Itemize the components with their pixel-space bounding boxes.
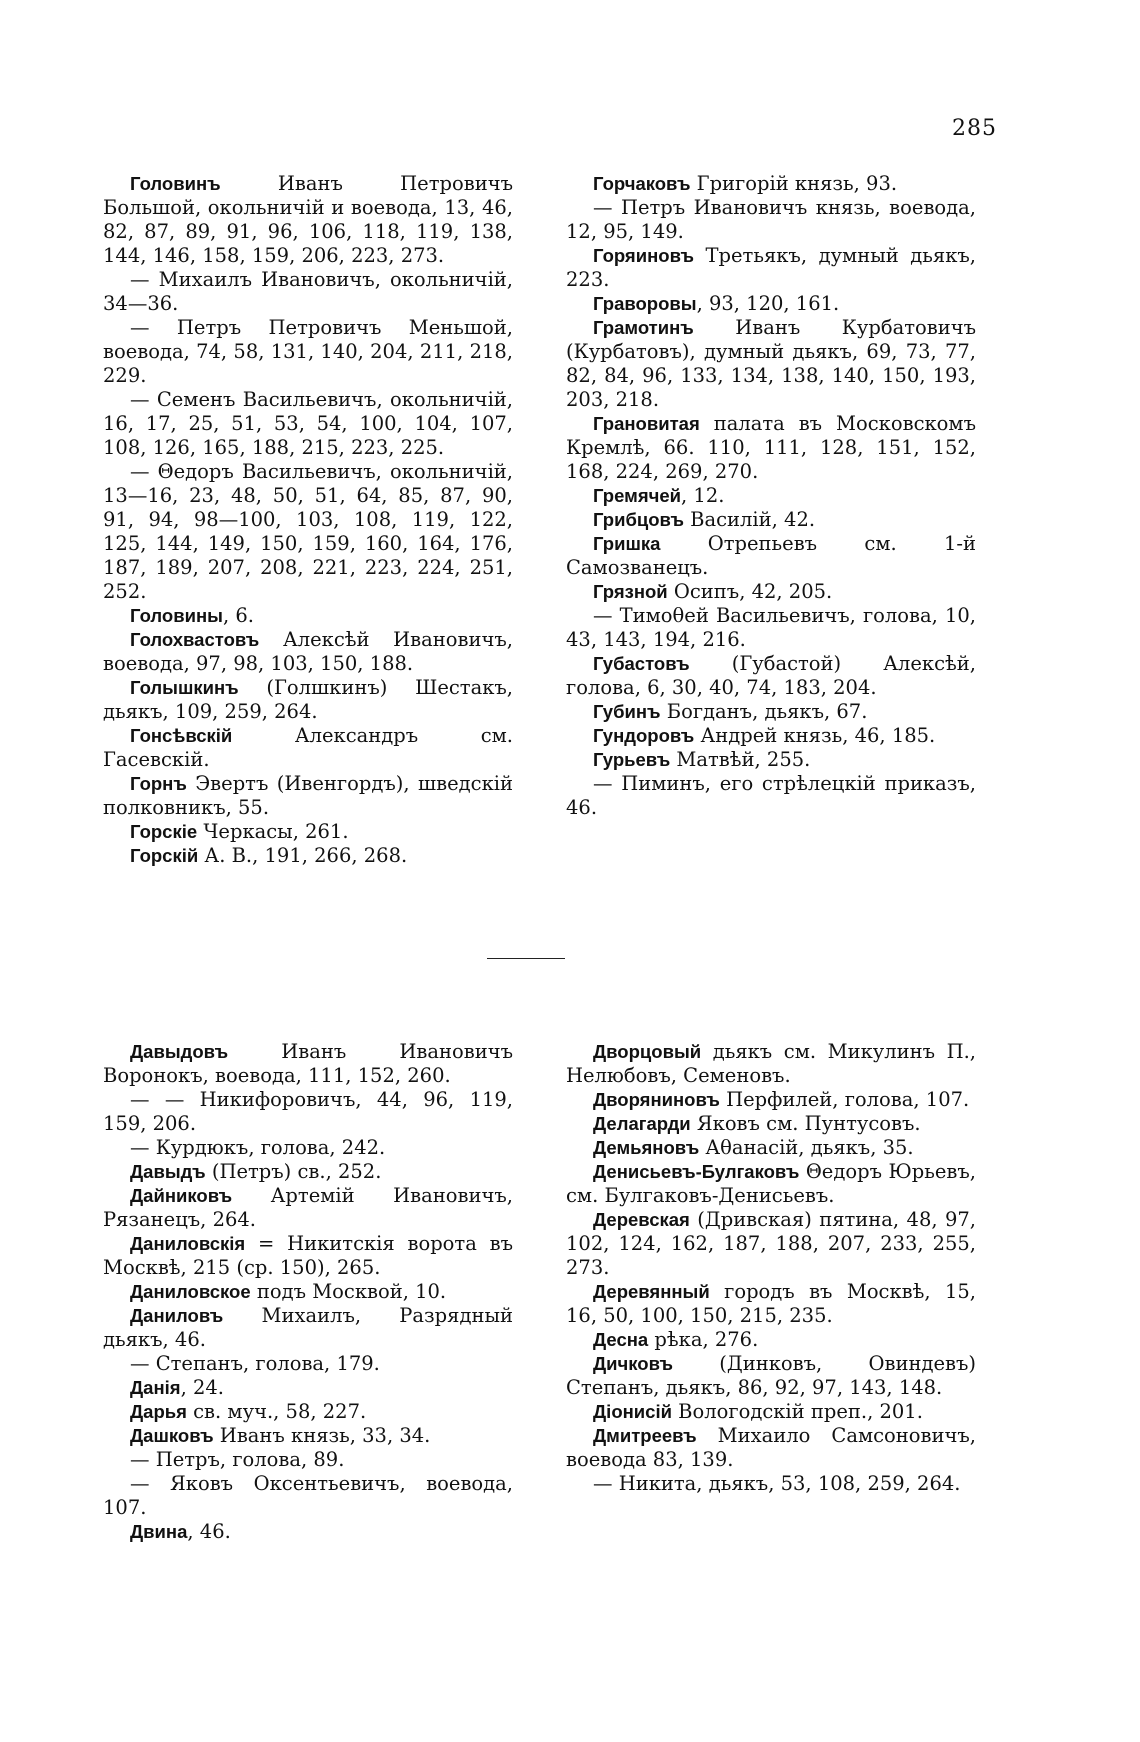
entry-headword: Гурьевъ: [593, 749, 671, 770]
entry-text: подъ Москвой, 10.: [250, 1280, 447, 1303]
entry-headword: Гонсѣвскій: [130, 725, 233, 746]
index-entry: [566, 772, 976, 820]
entry-text: Александръ см. Гасевскій.: [103, 724, 513, 771]
entry-text: , 24.: [180, 1376, 224, 1399]
entry-headword: Дворяниновъ: [593, 1089, 720, 1110]
index-entry: [566, 1136, 976, 1160]
index-entry: [566, 1088, 976, 1112]
entry-headword: Горскій: [130, 845, 199, 866]
entry-headword: Давыдъ: [130, 1161, 206, 1182]
entry-headword: Горскіе: [130, 821, 198, 842]
index-entry: [103, 628, 513, 676]
entry-headword: Двина: [130, 1521, 188, 1542]
index-column-top-right: [566, 172, 976, 820]
index-entry: [103, 1040, 513, 1088]
entry-headword: Діонисій: [593, 1401, 672, 1422]
entry-headword: Делагарди: [593, 1113, 691, 1134]
index-entry: [566, 1400, 976, 1424]
entry-text: — Яковъ Оксентьевичъ, воевода, 107.: [103, 1472, 513, 1519]
entry-headword: Даниловскія: [130, 1233, 246, 1254]
index-entry: [566, 1112, 976, 1136]
entry-text: Григорій князь, 93.: [690, 172, 898, 195]
entry-text: (Динковъ, Овиндевъ) Степанъ, дьякъ, 86, 92, 97, 143, 148.: [566, 1352, 976, 1399]
entry-headword: Головинъ: [130, 173, 221, 194]
index-entry: [103, 1352, 513, 1376]
entry-text: — Степанъ, голова, 179.: [130, 1352, 380, 1375]
index-entry: [566, 748, 976, 772]
entry-text: Михаило Самсоновичъ, воевода 83, 139.: [566, 1424, 976, 1471]
index-entry: [103, 460, 513, 604]
index-entry: [566, 412, 976, 484]
index-entry: [103, 1184, 513, 1232]
index-entry: [566, 316, 976, 412]
entry-headword: Грибцовъ: [593, 509, 684, 530]
index-entry: [103, 1424, 513, 1448]
entry-headword: Дашковъ: [130, 1425, 214, 1446]
index-entry: [103, 1400, 513, 1424]
entry-text: Артемій Ивановичъ, Рязанецъ, 264.: [103, 1184, 513, 1231]
entry-text: Алексѣй Ивановичъ, воевода, 97, 98, 103, 150, 188.: [103, 628, 513, 675]
entry-text: Эвертъ (Ивенгордъ), шведскій полковникъ, 55.: [103, 772, 513, 819]
entry-headword: Данія: [130, 1377, 181, 1398]
entry-text: Михаилъ, Разрядный дьякъ, 46.: [103, 1304, 513, 1351]
entry-headword: Гришка: [593, 533, 661, 554]
entry-text: городъ въ Москвѣ, 15, 16, 50, 100, 150, 215, 235.: [566, 1280, 976, 1327]
index-column-bottom-left: [103, 1040, 513, 1544]
entry-text: дьякъ см. Микулинъ П., Нелюбовъ, Семеновъ.: [566, 1040, 976, 1087]
entry-headword: Грановитая: [593, 413, 700, 434]
index-entry: [103, 676, 513, 724]
entry-text: — Михаилъ Ивановичъ, окольничій, 34—36.: [103, 268, 513, 315]
index-entry: [103, 1088, 513, 1136]
entry-headword: Горнъ: [130, 773, 187, 794]
index-entry: [566, 196, 976, 244]
index-entry: [103, 388, 513, 460]
entry-text: Иванъ Курбатовичъ (Курбатовъ), думный дьякъ, 69, 73, 77, 82, 84, 96, 133, 134, 138, 140, 150, 193, 203, 218.: [566, 316, 976, 411]
entry-text: Иванъ Ивановичъ Воронокъ, воевода, 111, 152, 260.: [103, 1040, 513, 1087]
entry-headword: Денисьевъ-Булгаковъ: [593, 1161, 800, 1182]
index-entry: [103, 604, 513, 628]
entry-text: (Петръ) св., 252.: [205, 1160, 382, 1183]
entry-text: = Никитскія ворота въ Москвѣ, 215 (ср. 150), 265.: [103, 1232, 513, 1279]
entry-text: Матвѣй, 255.: [670, 748, 811, 771]
entry-text: — Петръ, голова, 89.: [130, 1448, 345, 1471]
index-entry: [103, 1160, 513, 1184]
entry-text: Третьякъ, думный дьякъ, 223.: [566, 244, 976, 291]
entry-headword: Граворовы: [593, 293, 697, 314]
page-number: 285: [952, 116, 997, 141]
index-entry: [103, 1280, 513, 1304]
index-entry: [103, 172, 513, 268]
entry-headword: Демьяновъ: [593, 1137, 700, 1158]
index-entry: [566, 244, 976, 292]
index-entry: [566, 1472, 976, 1496]
index-entry: [566, 172, 976, 196]
entry-headword: Головины: [130, 605, 223, 626]
entry-text: Отрепьевъ см. 1-й Самозванецъ.: [566, 532, 976, 579]
entry-headword: Голышкинъ: [130, 677, 239, 698]
entry-headword: Десна: [593, 1329, 649, 1350]
index-entry: [103, 820, 513, 844]
section-divider: [487, 958, 565, 959]
entry-text: (Дривская) пятина, 48, 97, 102, 124, 162, 187, 188, 207, 233, 255, 273.: [566, 1208, 976, 1279]
entry-headword: Даниловъ: [130, 1305, 224, 1326]
entry-text: (Голшкинъ) Шестакъ, дьякъ, 109, 259, 264.: [103, 676, 513, 723]
entry-text: Θедоръ Юрьевъ, см. Булгаковъ-Денисьевъ.: [566, 1160, 976, 1207]
index-entry: [566, 1352, 976, 1400]
index-entry: [103, 1376, 513, 1400]
entry-text: Вологодскій преп., 201.: [671, 1400, 923, 1423]
entry-text: (Губастой) Алексѣй, голова, 6, 30, 40, 74, 183, 204.: [566, 652, 976, 699]
index-entry: [566, 604, 976, 652]
entry-headword: Дмитреевъ: [593, 1425, 697, 1446]
entry-headword: Давыдовъ: [130, 1041, 229, 1062]
entry-text: — Никита, дьякъ, 53, 108, 259, 264.: [593, 1472, 961, 1495]
index-entry: [103, 1448, 513, 1472]
index-entry: [566, 652, 976, 700]
index-entry: [566, 724, 976, 748]
entry-headword: Гундоровъ: [593, 725, 695, 746]
entry-text: — Тимоθей Васильевичъ, голова, 10, 43, 143, 194, 216.: [566, 604, 976, 651]
entry-headword: Грязной: [593, 581, 668, 602]
index-entry: [566, 700, 976, 724]
entry-headword: Губастовъ: [593, 653, 690, 674]
entry-text: Яковъ см. Пунтусовъ.: [690, 1112, 921, 1135]
index-entry: [566, 1208, 976, 1280]
index-entry: [566, 580, 976, 604]
index-entry: [103, 1136, 513, 1160]
entry-headword: Дворцовый: [593, 1041, 702, 1062]
index-entry: [566, 484, 976, 508]
entry-headword: Горчаковъ: [593, 173, 691, 194]
index-entry: [103, 1304, 513, 1352]
index-entry: [103, 772, 513, 820]
entry-text: — Петръ Ивановичъ князь, воевода, 12, 95, 149.: [566, 196, 976, 243]
entry-headword: Деревская: [593, 1209, 690, 1230]
entry-text: рѣка, 276.: [648, 1328, 759, 1351]
entry-text: св. муч., 58, 227.: [186, 1400, 367, 1423]
entry-headword: Гремячей: [593, 485, 682, 506]
index-entry: [103, 1472, 513, 1520]
entry-text: , 46.: [187, 1520, 231, 1543]
index-entry: [103, 316, 513, 388]
entry-text: палата въ Московскомъ Кремлѣ, 66. 110, 111, 128, 151, 152, 168, 224, 269, 270.: [566, 412, 976, 483]
index-entry: [103, 844, 513, 868]
entry-headword: Дарья: [130, 1401, 187, 1422]
entry-text: , 12.: [681, 484, 725, 507]
entry-text: — Семенъ Васильевичъ, окольничій, 16, 17, 25, 51, 53, 54, 100, 104, 107, 108, 126, 165, 188, 215, 223, 225.: [103, 388, 513, 459]
entry-text: , 93, 120, 161.: [696, 292, 840, 315]
index-column-bottom-right: [566, 1040, 976, 1496]
entry-text: — Курдюкъ, голова, 242.: [130, 1136, 386, 1159]
entry-text: — Θедоръ Васильевичъ, окольничій, 13—16, 23, 48, 50, 51, 64, 85, 87, 90, 91, 94, 98—100, 103, 108, 119, 122, 125, 144, 149, 150, 159, 160, 164, 176, 187, 189, 207, 208, 221, 223, 224, 251, 252.: [103, 460, 513, 603]
entry-text: Черкасы, 261.: [197, 820, 349, 843]
index-entry: [103, 724, 513, 772]
entry-headword: Грамотинъ: [593, 317, 694, 338]
entry-headword: Дайниковъ: [130, 1185, 233, 1206]
entry-headword: Дичковъ: [593, 1353, 674, 1374]
index-entry: [103, 1520, 513, 1544]
entry-text: — Петръ Петровичъ Меньшой, воевода, 74, 58, 131, 140, 204, 211, 218, 229.: [103, 316, 513, 387]
index-entry: [566, 532, 976, 580]
entry-text: — Пиминъ, его стрѣлецкій приказъ, 46.: [566, 772, 976, 819]
index-column-top-left: [103, 172, 513, 868]
entry-headword: Голохвастовъ: [130, 629, 260, 650]
entry-text: Андрей князь, 46, 185.: [694, 724, 936, 747]
index-entry: [103, 1232, 513, 1280]
index-entry: [566, 1280, 976, 1328]
entry-text: , 6.: [222, 604, 254, 627]
entry-headword: Горяиновъ: [593, 245, 694, 266]
index-entry: [566, 1328, 976, 1352]
entry-text: Василій, 42.: [683, 508, 816, 531]
entry-headword: Даниловское: [130, 1281, 251, 1302]
index-entry: [566, 1160, 976, 1208]
index-entry: [103, 268, 513, 316]
entry-text: Иванъ Петровичъ Большой, окольничій и воевода, 13, 46, 82, 87, 89, 91, 96, 106, 118, 119, 138, 144, 146, 158, 159, 206, 223, 273.: [103, 172, 513, 267]
index-entry: [566, 292, 976, 316]
entry-text: Перфилей, голова, 107.: [719, 1088, 970, 1111]
index-entry: [566, 508, 976, 532]
entry-text: Осипъ, 42, 205.: [667, 580, 833, 603]
index-entry: [566, 1424, 976, 1472]
entry-text: Аθанасій, дьякъ, 35.: [699, 1136, 914, 1159]
entry-text: Иванъ князь, 33, 34.: [213, 1424, 431, 1447]
entry-headword: Губинъ: [593, 701, 661, 722]
entry-text: Богданъ, дьякъ, 67.: [660, 700, 868, 723]
entry-text: А. В., 191, 266, 268.: [198, 844, 408, 867]
index-entry: [566, 1040, 976, 1088]
entry-text: — — Никифоровичъ, 44, 96, 119, 159, 206.: [103, 1088, 513, 1135]
entry-headword: Деревянный: [593, 1281, 710, 1302]
